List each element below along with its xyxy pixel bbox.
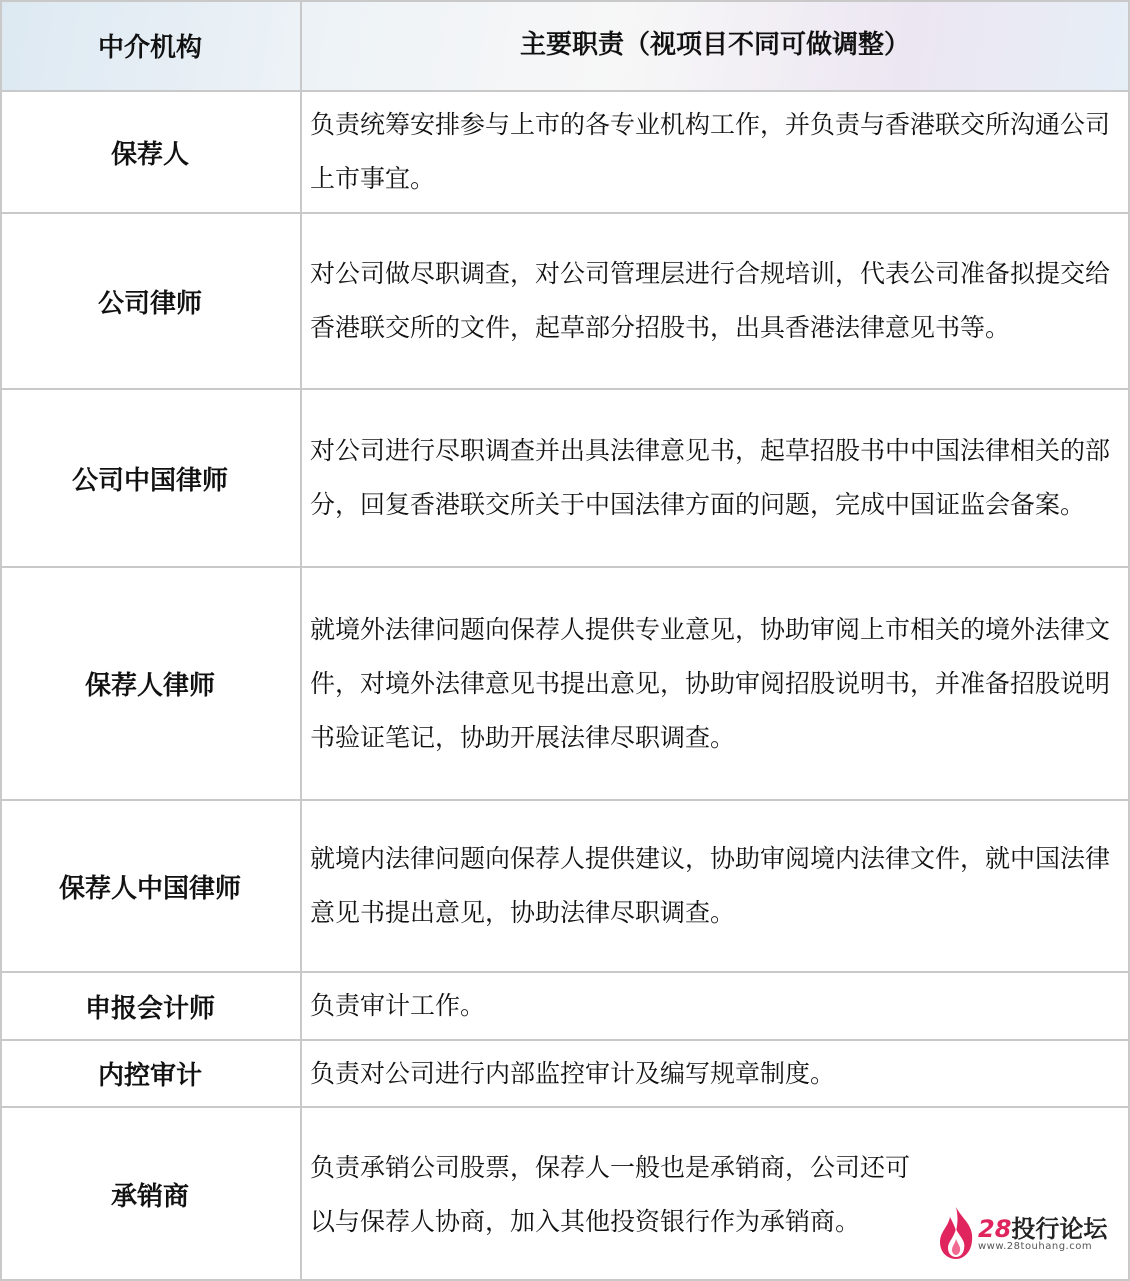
- table-header-row: [0, 0, 1130, 92]
- table-row: [0, 973, 1130, 1041]
- table-row: [0, 801, 1130, 973]
- header-col-duties: 主要职责（视项目不同可做调整）: [519, 30, 910, 60]
- institution-duty: 负责承销公司股票，保荐人一般也是承销商，公司还可以与保荐人协商，加入其他投资银行作为承销商。: [310, 1152, 911, 1236]
- institution-duty: 就境内法律问题向保荐人提供建议，协助审阅境内法律文件，就中国法律意见书提出意见，协助法律尽职调查。: [310, 844, 1111, 927]
- table-row: [0, 568, 1130, 801]
- flame-icon: [936, 1205, 976, 1261]
- institution-duty: 负责统筹安排参与上市的各专业机构工作，并负责与香港联交所沟通公司上市事宜。: [310, 110, 1111, 193]
- institution-name: 保荐人中国律师: [0, 801, 302, 971]
- table-row: [0, 214, 1130, 390]
- watermark-title: [978, 1209, 1107, 1244]
- institution-duty: 对公司做尽职调查，对公司管理层进行合规培训，代表公司准备拟提交给香港联交所的文件，起草部分招股书，出具香港法律意见书等。: [310, 259, 1111, 342]
- watermark-text: 投行论坛: [1011, 1215, 1108, 1243]
- watermark-number: 28: [978, 1215, 1012, 1243]
- institution-duty: 负责对公司进行内部监控审计及编写规章制度。: [310, 1058, 836, 1088]
- institution-name: 保荐人律师: [0, 568, 302, 799]
- institution-name: 公司中国律师: [0, 390, 302, 566]
- institution-name: 申报会计师: [0, 973, 302, 1039]
- watermark-logo: [934, 1205, 1124, 1265]
- institution-name: 承销商: [0, 1108, 302, 1281]
- watermark-url: www.28touhang.com: [978, 1241, 1093, 1252]
- table-row: [0, 92, 1130, 214]
- institution-duty: 负责审计工作。: [310, 991, 486, 1020]
- table-row: [0, 1041, 1130, 1108]
- header-col-institution: 中介机构: [0, 0, 302, 90]
- institution-name: 公司律师: [0, 214, 302, 388]
- institution-duty: 对公司进行尽职调查并出具法律意见书，起草招股书中中国法律相关的部分，回复香港联交所关于中国法律方面的问题，完成中国证监会备案。: [310, 436, 1111, 519]
- institution-duty: 就境外法律问题向保荐人提供专业意见，协助审阅上市相关的境外法律文件，对境外法律意见书提出意见，协助审阅招股说明书，并准备招股说明书验证笔记，协助开展法律尽职调查。: [310, 614, 1111, 752]
- table-row: [0, 390, 1130, 568]
- institution-name: 内控审计: [0, 1041, 302, 1106]
- institution-name: 保荐人: [0, 92, 302, 212]
